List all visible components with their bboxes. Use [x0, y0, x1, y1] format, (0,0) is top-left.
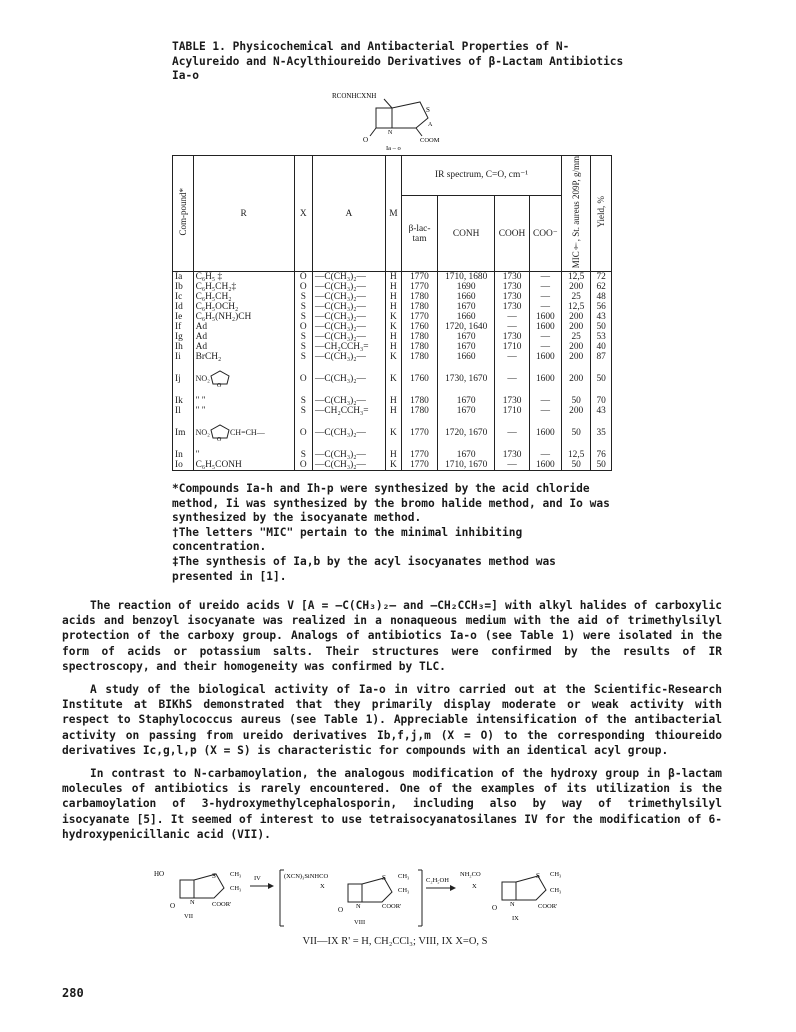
cell-m: K: [385, 460, 401, 471]
cell-cooh: 1710: [495, 406, 529, 416]
cell-x: O: [294, 272, 312, 283]
header-yield: Yield, %: [591, 156, 612, 272]
cell-mic: 50: [562, 396, 591, 406]
structure-coom-label: COOM: [420, 137, 440, 144]
structure-top-label: RCONHCXNH: [332, 92, 377, 100]
cell-yield: 50: [591, 362, 612, 396]
cell-cooh: 1730: [495, 282, 529, 292]
table-row: [173, 302, 612, 312]
cell-coo: —: [529, 302, 561, 312]
cell-m: K: [385, 416, 401, 450]
header-x: X: [294, 156, 312, 272]
structure-s-label: S: [426, 106, 430, 114]
cell-yield: 87: [591, 352, 612, 362]
cell-conh: 1720, 1670: [437, 416, 495, 450]
cell-r: Ad: [193, 342, 294, 352]
cell-x: S: [294, 302, 312, 312]
cell-lactam: 1780: [402, 292, 438, 302]
cell-coo: 1600: [529, 362, 561, 396]
cell-mic: 25: [562, 292, 591, 302]
table-row: [173, 450, 612, 460]
cell-cooh: —: [495, 460, 529, 471]
cell-conh: 1670: [437, 450, 495, 460]
cell-yield: 40: [591, 342, 612, 352]
scheme-coor-3: COOR': [538, 903, 558, 910]
table-row: [173, 406, 612, 416]
cell-coo: 1600: [529, 322, 561, 332]
cell-mic: 50: [562, 460, 591, 471]
cell-m: H: [385, 302, 401, 312]
scheme-label-viii: VIII: [354, 919, 366, 926]
cell-yield: 72: [591, 272, 612, 283]
cell-a: —C(CH₃)₂—: [313, 302, 386, 312]
cell-cooh: 1710: [495, 342, 529, 352]
cell-coo: 1600: [529, 352, 561, 362]
cell-r: [193, 362, 294, 396]
cell-r: C₆H₅CH₂‡: [193, 282, 294, 292]
paragraph-2: A study of the biological activity of Ia-o in vitro carried out at the Scientific-Research Institute at BIKhS demonstrated that they primarily display moderate or weak activity with respect to Staphylococcus aureus (see Table 1). Appreciable intensification of the antibacterial activity on passing from ureido derivatives Ib,f,j,m (X = O) to the corresponding thioureido derivatives Ic,g,l,p (X = S) is characteristic for compounds with an identical acyl group.: [62, 683, 722, 757]
cell-lactam: 1780: [402, 302, 438, 312]
table-row: [173, 332, 612, 342]
cell-m: K: [385, 322, 401, 332]
cell-cooh: —: [495, 352, 529, 362]
nitro-label: NO₂: [195, 374, 210, 384]
cell-cooh: 1730: [495, 396, 529, 406]
cell-x: S: [294, 396, 312, 406]
cell-r: C₆H₅CH₂: [193, 292, 294, 302]
cell-r: C₆H₅ ‡: [193, 272, 294, 283]
scheme-ch3-2a: CH₃: [398, 873, 410, 880]
cell-yield: 35: [591, 416, 612, 450]
scheme-coor-1: COOR': [212, 901, 232, 908]
cell-a: —C(CH₃)₂—: [313, 282, 386, 292]
cell-mic: 12,5: [562, 450, 591, 460]
cell-conh: 1670: [437, 396, 495, 406]
cell-m: H: [385, 342, 401, 352]
cell-lactam: 1770: [402, 460, 438, 471]
scheme-n-1: N: [190, 899, 195, 906]
cell-conh: 1670: [437, 342, 495, 352]
cell-conh: 1710, 1670: [437, 460, 495, 471]
furan-ring-icon: [210, 370, 230, 388]
scheme-n-2: N: [356, 903, 361, 910]
cell-mic: 200: [562, 282, 591, 292]
cell-x: S: [294, 406, 312, 416]
cell-a: —C(CH₃)₂—: [313, 312, 386, 322]
cell-coo: —: [529, 272, 561, 283]
header-conh: CONH: [437, 195, 495, 271]
cell-conh: 1720, 1640: [437, 322, 495, 332]
cell-lactam: 1780: [402, 396, 438, 406]
cell-m: K: [385, 362, 401, 396]
cell-yield: 50: [591, 322, 612, 332]
cell-mic: 200: [562, 342, 591, 352]
scheme-reagent-ethanol: C₂H₅OH: [426, 877, 449, 884]
paragraph-1: The reaction of ureido acids V [A = —C(CH₃)₂— and —CH₂CCH₃=] with alkyl halides of carboxylic acids and benzoyl isocyanate was realized in a nonaqueous medium with the aid of trimethylsilyl protection of the carboxy group. Analogs of antibiotics Ia-o (see Table 1) were isolated in the form of acids or potassium salts. Their structures were confirmed by the results of IR spectroscopy, and their homogeneity was confirmed by TLC.: [62, 599, 722, 673]
cell-coo: —: [529, 292, 561, 302]
scheme-ch3-1a: CH₃: [230, 871, 242, 878]
cell-c: Ih: [173, 342, 194, 352]
cell-r: " ": [193, 396, 294, 406]
cell-x: S: [294, 332, 312, 342]
table-row: [173, 362, 612, 396]
cell-r: C₆H₅OCH₂: [193, 302, 294, 312]
table-row: [173, 322, 612, 332]
cell-yield: 70: [591, 396, 612, 406]
table-row: [173, 342, 612, 352]
scheme-ch3-3a: CH₃: [550, 871, 562, 878]
table-notes: [172, 482, 622, 584]
scheme-o-1: O: [170, 902, 176, 910]
cell-c: Ii: [173, 352, 194, 362]
cell-x: S: [294, 450, 312, 460]
paragraph-3: In contrast to N-carbamoylation, the analogous modification of the hydroxy group in β-lactam molecules of antibiotics is rarely encountered. One of the examples of its utilization is the carbamoylation of 3-hydroxymethylcephalosporin, including also by way of trimethylsilyl isocyanate [5]. It seemed of interest to use tetraisocyanatosilanes IV for the modification of 6-hydroxypenicillanic acid (VII).: [62, 767, 722, 841]
cell-m: H: [385, 396, 401, 406]
cell-lactam: 1780: [402, 352, 438, 362]
cell-lactam: 1760: [402, 322, 438, 332]
cell-m: H: [385, 332, 401, 342]
cell-m: H: [385, 272, 401, 283]
cell-coo: —: [529, 450, 561, 460]
cell-x: S: [294, 312, 312, 322]
cell-c: Ia: [173, 272, 194, 283]
structure-caption: Ia – o: [386, 145, 401, 152]
cell-m: H: [385, 406, 401, 416]
cell-mic: 200: [562, 322, 591, 332]
general-structure-figure: [330, 90, 470, 152]
cell-c: Io: [173, 460, 194, 471]
cell-a: —C(CH₃)₂—: [313, 460, 386, 471]
cell-conh: 1730, 1670: [437, 362, 495, 396]
cell-yield: 50: [591, 460, 612, 471]
cell-cooh: 1730: [495, 332, 529, 342]
scheme-ch3-2b: CH₃: [398, 887, 410, 894]
table-row: [173, 312, 612, 322]
cell-lactam: 1780: [402, 406, 438, 416]
table-body: [173, 272, 612, 471]
note-compounds: *Compounds Ia-h and Ih-p were synthesized by the acid chloride method, Ii was synthesized by the bromo halide method, and Io was synthesized by the isocyanate method.: [172, 482, 610, 525]
note-synthesis: ‡The synthesis of Ia,b by the acyl isocyanates method was presented in [1].: [172, 554, 556, 583]
cell-yield: 62: [591, 282, 612, 292]
cell-cooh: 1730: [495, 272, 529, 283]
cell-coo: —: [529, 332, 561, 342]
cell-m: H: [385, 282, 401, 292]
cell-a: —C(CH₃)₂—: [313, 362, 386, 396]
cell-yield: 48: [591, 292, 612, 302]
body-text: [62, 598, 722, 850]
cell-mic: 200: [562, 406, 591, 416]
cell-c: If: [173, 322, 194, 332]
cell-coo: —: [529, 342, 561, 352]
cell-c: Ic: [173, 292, 194, 302]
vinyl-label: CH=CH—: [229, 428, 265, 438]
scheme-label-vii: VII: [184, 913, 194, 920]
cell-x: O: [294, 416, 312, 450]
cell-r: [193, 416, 294, 450]
cell-c: Ij: [173, 362, 194, 396]
cell-x: O: [294, 282, 312, 292]
table-row: [173, 460, 612, 471]
cell-x: O: [294, 322, 312, 332]
cell-coo: 1600: [529, 416, 561, 450]
cell-x: S: [294, 342, 312, 352]
scheme-label-ix: IX: [512, 915, 519, 922]
table-row: [173, 292, 612, 302]
scheme-coor-2: COOR': [382, 903, 402, 910]
header-m: M: [385, 156, 401, 272]
scheme-x-label: X: [320, 883, 325, 890]
header-cooh: COOH: [495, 195, 529, 271]
scheme-x-label-2: X: [472, 883, 477, 890]
table-caption: TABLE 1. Physicochemical and Antibacterial Properties of N-Acylureido and N-Acylthioureido Derivatives of β-Lactam Antibiotics Ia-o: [172, 40, 624, 82]
cell-cooh: 1730: [495, 302, 529, 312]
cell-r: Ad: [193, 322, 294, 332]
cell-coo: —: [529, 282, 561, 292]
header-a: A: [313, 156, 386, 272]
table-row: [173, 352, 612, 362]
cell-yield: 76: [591, 450, 612, 460]
table-row: [173, 272, 612, 283]
scheme-nh2co-label: NH₂CO: [460, 871, 481, 878]
cell-conh: 1670: [437, 406, 495, 416]
cell-mic: 200: [562, 352, 591, 362]
cell-conh: 1670: [437, 332, 495, 342]
cell-c: Ig: [173, 332, 194, 342]
cell-a: —C(CH₃)₂—: [313, 450, 386, 460]
cell-a: —C(CH₃)₂—: [313, 416, 386, 450]
cell-lactam: 1760: [402, 362, 438, 396]
cell-x: O: [294, 362, 312, 396]
cell-cooh: —: [495, 416, 529, 450]
cell-a: —CH₂CCH₃=: [313, 342, 386, 352]
cell-c: Im: [173, 416, 194, 450]
cell-conh: 1710, 1680: [437, 272, 495, 283]
cell-coo: 1600: [529, 312, 561, 322]
cell-c: Id: [173, 302, 194, 312]
cell-conh: 1670: [437, 302, 495, 312]
cell-r: C₆H₅CONH: [193, 460, 294, 471]
cell-m: K: [385, 312, 401, 322]
header-coo: COO⁻: [529, 195, 561, 271]
scheme-o-2: O: [338, 906, 344, 914]
cell-mic: 200: [562, 362, 591, 396]
cell-mic: 25: [562, 332, 591, 342]
cell-mic: 50: [562, 416, 591, 450]
nitro-label: NO₂: [195, 428, 210, 438]
cell-yield: 56: [591, 302, 612, 312]
furan-o-label: O: [216, 383, 222, 389]
scheme-caption: VII—IX R' = H, CH₂CCl₃; VIII, IX X=O, S: [302, 936, 488, 947]
cell-lactam: 1770: [402, 450, 438, 460]
cell-x: S: [294, 352, 312, 362]
cell-conh: 1660: [437, 352, 495, 362]
nitrofuryl-structure: [196, 424, 265, 442]
cell-a: —CH₂CCH₃=: [313, 406, 386, 416]
cell-x: S: [294, 292, 312, 302]
note-mic: †The letters "MIC" pertain to the minimal inhibiting concentration.: [172, 525, 523, 554]
cell-lactam: 1780: [402, 342, 438, 352]
cell-conh: 1660: [437, 292, 495, 302]
cell-conh: 1660: [437, 312, 495, 322]
structure-a-label: A: [428, 122, 433, 128]
cell-cooh: 1730: [495, 450, 529, 460]
cell-r: ": [193, 450, 294, 460]
cell-a: —C(CH₃)₂—: [313, 272, 386, 283]
cell-yield: 43: [591, 406, 612, 416]
scheme-ho-label: HO: [154, 870, 165, 878]
nitrofuryl-structure: [196, 370, 230, 388]
cell-lactam: 1780: [402, 332, 438, 342]
scheme-n-3: N: [510, 901, 515, 908]
header-ir: IR spectrum, C=O, cm⁻¹: [402, 156, 562, 196]
cell-coo: —: [529, 396, 561, 406]
cell-lactam: 1770: [402, 282, 438, 292]
cell-a: —C(CH₃)₂—: [313, 322, 386, 332]
cell-cooh: —: [495, 312, 529, 322]
table-row: [173, 416, 612, 450]
cell-c: Ib: [173, 282, 194, 292]
cell-yield: 53: [591, 332, 612, 342]
cell-a: —C(CH₃)₂—: [313, 396, 386, 406]
scheme-s-1: S: [212, 872, 216, 880]
scheme-s-2: S: [382, 874, 386, 882]
cell-lactam: 1770: [402, 272, 438, 283]
cell-cooh: 1730: [495, 292, 529, 302]
scheme-sinh-label: (XCN)₃SiNHCO: [284, 873, 329, 880]
cell-lactam: 1770: [402, 312, 438, 322]
cell-c: Ik: [173, 396, 194, 406]
cell-mic: 200: [562, 312, 591, 322]
cell-c: Il: [173, 406, 194, 416]
page-number: 280: [62, 986, 84, 1000]
cell-r: Ad: [193, 332, 294, 342]
cell-cooh: —: [495, 362, 529, 396]
cell-mic: 12,5: [562, 272, 591, 283]
scheme-ch3-3b: CH₃: [550, 887, 562, 894]
reaction-scheme: [150, 866, 640, 932]
cell-r: " ": [193, 406, 294, 416]
cell-m: K: [385, 352, 401, 362]
structure-o-label: O: [363, 136, 369, 144]
table-row: [173, 396, 612, 406]
cell-x: O: [294, 460, 312, 471]
cell-r: BrCH₂: [193, 352, 294, 362]
cell-c: In: [173, 450, 194, 460]
table-row: [173, 282, 612, 292]
cell-a: —C(CH₃)₂—: [313, 352, 386, 362]
furan-ring-icon: [210, 424, 230, 442]
cell-r: C₆H₅(NH₂)CH: [193, 312, 294, 322]
cell-m: H: [385, 292, 401, 302]
cell-a: —C(CH₃)₂—: [313, 292, 386, 302]
cell-mic: 12,5: [562, 302, 591, 312]
header-lactam: β-lac-tam: [402, 195, 438, 271]
properties-table: [172, 155, 612, 471]
header-compound: Com-pound*: [173, 156, 194, 272]
structure-n-label: N: [388, 130, 393, 136]
scheme-s-3: S: [536, 872, 540, 880]
scheme-reagent-iv: IV: [254, 875, 261, 882]
cell-conh: 1690: [437, 282, 495, 292]
cell-cooh: —: [495, 322, 529, 332]
cell-a: —C(CH₃)₂—: [313, 332, 386, 342]
cell-c: Ie: [173, 312, 194, 322]
cell-m: H: [385, 450, 401, 460]
scheme-o-3: O: [492, 904, 498, 912]
cell-coo: 1600: [529, 460, 561, 471]
header-mic: MIC†, St. aureus 209P, g/mm: [562, 156, 591, 272]
cell-lactam: 1770: [402, 416, 438, 450]
scheme-ch3-1b: CH₃: [230, 885, 242, 892]
header-r: R: [193, 156, 294, 272]
cell-yield: 43: [591, 312, 612, 322]
furan-o-label: O: [216, 437, 222, 443]
cell-coo: —: [529, 406, 561, 416]
